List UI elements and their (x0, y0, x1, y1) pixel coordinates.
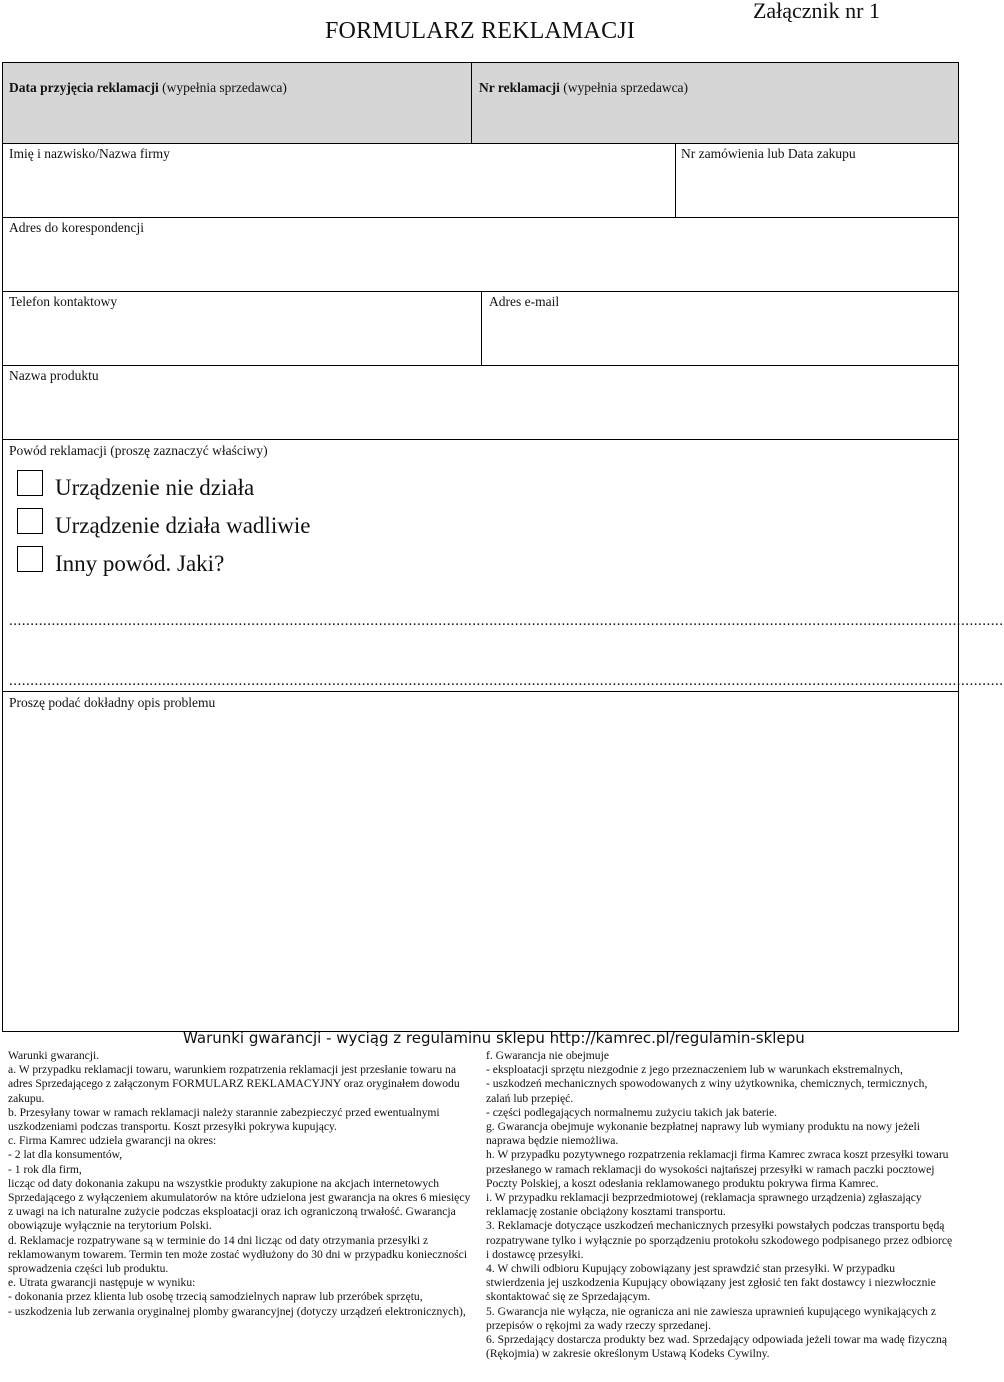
receipt-date-label: Data przyjęcia reklamacji (9, 80, 159, 95)
warranty-paragraph: - 1 rok dla firm, (8, 1162, 82, 1176)
warranty-paragraph: e. Utrata gwarancji następuje w wyniku: (8, 1276, 196, 1290)
warranty-paragraph: b. Przesyłany towar w ramach reklamacji należy starannie zabezpieczyć przed ewentualnymi uszkodzeniami podczas transportu. Koszt przesyłki pokrywa kupujący. (8, 1105, 440, 1134)
column-divider (675, 143, 676, 217)
other-reason-line[interactable]: .......................................................................................................................................................................................................................................... (9, 613, 1004, 629)
reason-option-label: Urządzenie nie działa (55, 475, 255, 500)
warranty-paragraph: 5. Gwarancja nie wyłącza, nie ogranicza ani nie zawiesza uprawnień kupującego wynikających z przepisów o rękojmi za wady rzeczy sprzedanej. (486, 1304, 937, 1332)
warranty-title: Warunki gwarancji - wyciąg z regulaminu sklepu http://kamrec.pl/regulamin-sklepu (183, 1029, 805, 1047)
warranty-paragraph: - 2 lat dla konsumentów, (8, 1148, 123, 1162)
complaint-form-table (2, 62, 1004, 1032)
row-divider (3, 143, 958, 144)
warranty-paragraph: d. Reklamacje rozpatrywane są w terminie do 14 dni licząc od daty otrzymania przesyłki z reklamowanym towarem. Termin ten może zostać wydłużony do 30 dni w przypadku konieczności sprowadzenia części lub produktu. (8, 1233, 468, 1276)
reason-option-faulty[interactable] (17, 507, 310, 545)
row-divider (3, 217, 958, 218)
receipt-date-note: (wypełnia sprzedawca) (158, 80, 287, 95)
checkbox[interactable] (17, 546, 43, 572)
warranty-paragraph: - dokonania przez klienta lub osobę trzecią samodzielnych napraw lub przeróbek sprzętu, (8, 1290, 423, 1304)
complaint-number-label: Nr reklamacji (479, 80, 560, 95)
product-name-field[interactable]: Nazwa produktu (9, 368, 99, 383)
complaint-number-note: (wypełnia sprzedawca) (559, 80, 689, 95)
warranty-paragraph: 6. Sprzedający dostarcza produkty bez wad. Sprzedający odpowiada jeżeli towar ma wadę fizyczną (Rękojmia) w zakresie określonym Ustawą Kodeks Cywilny. (486, 1333, 947, 1361)
warranty-paragraph: 3. Reklamacje dotyczące uszkodzeń mechanicznych przesyłki powstałych podczas transportu będą rozpatrywane tylko i wyłącznie po sporządzeniu protokołu szkodowego podpisanego przez odbiorcę i dostawcę przesyłki. (486, 1219, 953, 1261)
form-title: FORMULARZ REKLAMACJI (324, 18, 636, 44)
warranty-paragraph: licząc od daty dokonania zakupu na wszystkie produkty zakupione na akcjach internetowych Sprzedającego z wyłączeniem akumulatorów na które udzielona jest gwarancja na okres 6 miesięcy z uwagi na ich naturalne zużycie podczas eksploatacji oraz ich ograniczoną trwałość. Gwarancja obowiązuje wyłącznie na terytorium Polski. (8, 1176, 471, 1233)
warranty-paragraph: - uszkodzenia lub zerwania oryginalnej plomby gwarancyjnej (dotyczy urządzeń elektronicznych), (8, 1304, 466, 1318)
checkbox[interactable] (17, 470, 43, 496)
warranty-paragraph: - części podlegających normalnemu zużyciu takich jak baterie. (486, 1105, 777, 1119)
warranty-paragraph: - eksploatacji sprzętu niezgodnie z jego przeznaczeniem lub w warunkach ekstremalnych, (486, 1063, 903, 1077)
description-field[interactable]: Proszę podać dokładny opis problemu (9, 695, 216, 710)
warranty-left-column (8, 1049, 474, 1319)
warranty-paragraph: - uszkodzeń mechanicznych spowodowanych z winy użytkownika, chemicznych, termicznych, zalań lub przepięć. (486, 1077, 928, 1105)
warranty-paragraph: Warunki gwarancji. (8, 1049, 100, 1062)
checkbox[interactable] (17, 508, 43, 534)
order-field[interactable]: Nr zamówienia lub Data zakupu (681, 146, 856, 161)
reason-option-other[interactable] (17, 545, 310, 583)
reason-option-label: Urządzenie działa wadliwie (55, 513, 311, 538)
warranty-paragraph: c. Firma Kamrec udziela gwarancji na okres: (8, 1134, 217, 1148)
warranty-paragraph: g. Gwarancja obejmuje wykonanie bezpłatnej naprawy lub wymiany produktu na nowy jeżeli naprawa będzie niemożliwa. (486, 1120, 920, 1148)
warranty-paragraph: i. W przypadku reklamacji bezprzedmiotowej (reklamacja sprawnego urządzenia) zgłaszający reklamację zostanie obciążony kosztami transportu. (486, 1191, 922, 1219)
name-field[interactable]: Imię i nazwisko/Nazwa firmy (9, 146, 170, 161)
warranty-paragraph: f. Gwarancja nie obejmuje (486, 1049, 609, 1062)
attachment-label: Załącznik nr 1 (752, 0, 880, 23)
warranty-paragraph: 4. W chwili odbioru Kupujący zobowiązany jest sprawdzić stan przesyłki. W przypadku stwierdzenia jej uszkodzenia Kupujący obowiązany jest zgłosić ten fakt dostawcy i niezwłocznie skontaktować się ze Sprzedającym. (486, 1262, 936, 1304)
row-divider (3, 691, 958, 692)
complaint-number-field[interactable] (479, 80, 688, 96)
other-reason-line[interactable]: .......................................................................................................................................................................................................................................... (9, 673, 1004, 689)
phone-field[interactable]: Telefon kontaktowy (9, 294, 118, 309)
warranty-paragraph: a. W przypadku reklamacji towaru, warunkiem rozpatrzenia reklamacji jest przesłanie towaru na adres Sprzedającego z załączonym FORMULARZ REKLAMACYJNY oraz oryginałem dowodu zakupu. (8, 1063, 460, 1105)
address-field[interactable]: Adres do korespondencji (9, 220, 144, 235)
column-divider (471, 63, 472, 143)
reason-label: Powód reklamacji (proszę zaznaczyć właściwy) (9, 443, 268, 458)
receipt-date-field[interactable] (9, 80, 287, 96)
reason-option-not-working[interactable] (17, 469, 310, 507)
warranty-paragraph: h. W przypadku pozytywnego rozpatrzenia reklamacji firma Kamrec zwraca koszt przesyłki towaru przesłanego w ramach reklamacji do wysokości najtańszej przesyłki w ramach paczki pocztowej Poczty Polskiej, a koszt odesłania reklamowanego produktu pokrywa firma Kamrec. (486, 1148, 949, 1190)
row-divider (3, 439, 958, 440)
reason-options (17, 469, 310, 583)
row-divider (3, 365, 958, 366)
seller-only-row (3, 63, 958, 143)
column-divider (481, 291, 482, 365)
reason-option-label: Inny powód. Jaki? (55, 551, 225, 576)
warranty-right-column (486, 1049, 954, 1361)
email-field[interactable]: Adres e-mail (489, 294, 560, 309)
